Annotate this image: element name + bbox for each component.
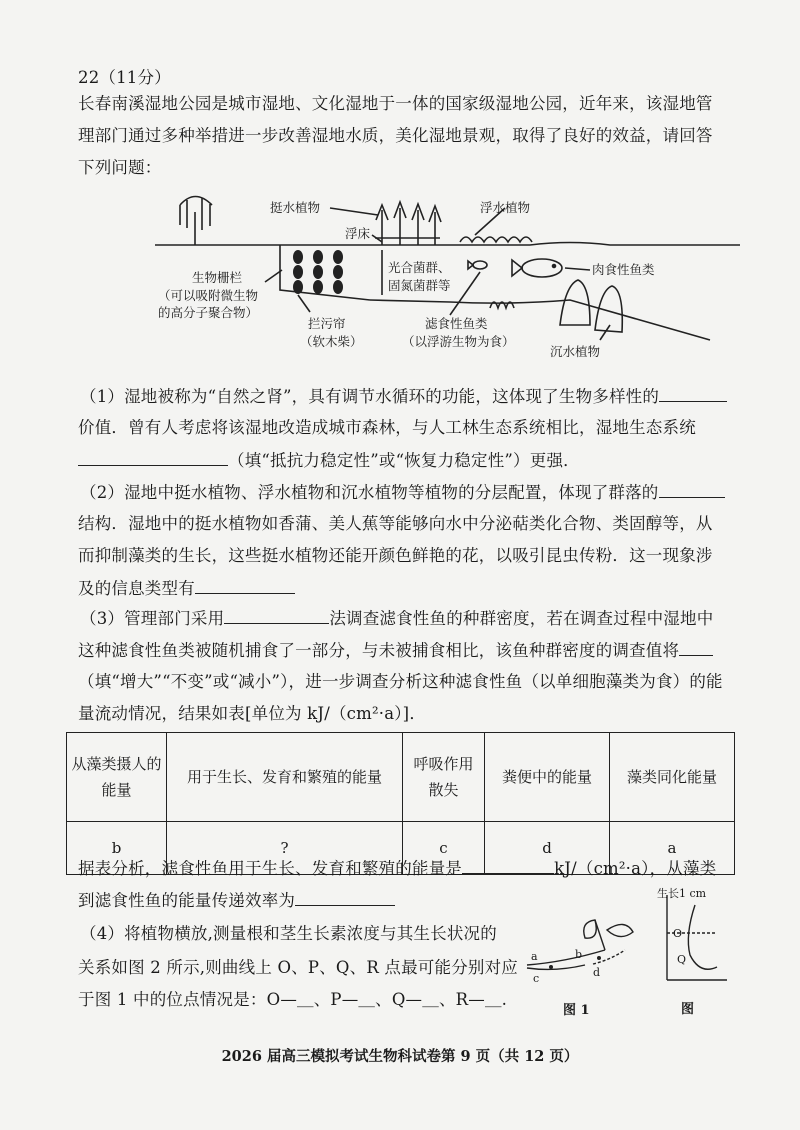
- fig1-caption: 图 1: [563, 1003, 590, 1018]
- fig2-ylabel: 生长1 cm: [657, 887, 707, 900]
- question-number: 22（11分）: [78, 68, 171, 87]
- label-floating: 浮水植物: [480, 200, 531, 215]
- q4-line: 关系如图 2 所示,则曲线上 O、P、Q、R 点最可能分别对应: [78, 958, 519, 977]
- label-float-bed: 浮床: [345, 226, 371, 241]
- energy-table: [66, 732, 735, 875]
- q3b-line: 到滤食性鱼的能量传递效率为: [78, 890, 395, 911]
- table-cell: b: [67, 822, 167, 875]
- label-fence: 生物栅栏: [192, 270, 243, 285]
- label-filter-fish: （以浮游生物为食）: [402, 334, 515, 349]
- floating-plant-icon: [460, 237, 532, 242]
- table-header-row: [67, 733, 735, 822]
- answer-blank[interactable]: [679, 640, 713, 656]
- label-submerged: 沉水植物: [550, 344, 601, 359]
- q3-line: （填“增大”“不变”或“减小”），进一步调查分析这种滤食性鱼（以单细胞藻类为食）的能: [78, 672, 723, 691]
- table-header-cell: 用于生长、发育和繁殖的能量: [167, 733, 403, 822]
- table-header-cell: 藻类同化能量: [610, 733, 735, 822]
- fig2-caption: 图: [681, 1002, 695, 1017]
- answer-blank[interactable]: [659, 386, 727, 402]
- label-bacteria: 光合菌群、: [388, 260, 451, 275]
- q2-line: （2）湿地中挺水植物、浮水植物和沉水植物等植物的分层配置，体现了群落的: [80, 482, 725, 503]
- answer-blank[interactable]: [78, 450, 228, 466]
- q3b-line: 据表分析，滤食性鱼用于生长、发育和繁殖的能量是 kJ/（cm²·a），从藻类: [78, 859, 717, 878]
- table-cell: a: [610, 822, 735, 875]
- table-cell: c: [403, 822, 485, 875]
- carnivorous-fish-icon: [512, 259, 562, 277]
- root-line: [527, 965, 585, 969]
- q1-line: （填“抵抗力稳定性”或“恢复力稳定性”）更强．: [78, 450, 580, 471]
- leaf-icon: [607, 924, 633, 936]
- filter-fish-icon: [468, 261, 487, 269]
- leaf-icon: [584, 920, 597, 938]
- growth-curve: [688, 905, 717, 969]
- figure-1: [515, 910, 655, 1020]
- fig2-point: Q: [677, 953, 687, 966]
- table-header-cell: 粪便中的能量: [485, 733, 610, 822]
- label-bacteria: 固氮菌群等: [388, 278, 451, 293]
- label-emergent: 挺水植物: [270, 200, 321, 215]
- label-curtain: 拦污帘: [308, 316, 346, 331]
- label-carnivore: 肉食性鱼类: [592, 262, 655, 277]
- q3-line: 这种滤食性鱼类被随机捕食了一部分，与未被捕食相比，该鱼种群密度的调查值将: [78, 640, 713, 661]
- table-header-cell: 从藻类摄人的能量: [67, 733, 167, 822]
- q1-line: 价值．曾有人考虑将该湿地改造成城市森林，与人工林生态系统相比，湿地生态系统: [78, 418, 696, 437]
- q4-line: （4）将植物横放,测量根和茎生长素浓度与其生长状况的: [80, 924, 497, 943]
- intro-line: 下列问题：: [78, 158, 162, 177]
- q2-line: 及的信息类型有: [78, 578, 295, 599]
- fig1-label: d: [593, 966, 601, 979]
- wetland-diagram: [150, 190, 750, 365]
- q1-line: （1）湿地被称为“自然之肾”，具有调节水循环的功能，这体现了生物多样性的: [80, 386, 727, 407]
- intro-line: 理部门通过多种举措进一步改善湿地水质，美化湿地景观，取得了良好的效益，请回答: [78, 126, 713, 145]
- table-cell: ?: [167, 822, 403, 875]
- table-cell: d: [485, 822, 610, 875]
- answer-blank[interactable]: [195, 578, 295, 594]
- q2-line: 结构．湿地中的挺水植物如香蒲、美人蕉等能够向水中分泌萜类化合物、类固醇等，从: [78, 514, 713, 533]
- table-header-cell: 呼吸作用散失: [403, 733, 485, 822]
- q2-line: 而抑制藻类的生长，这些挺水植物还能开颜色鲜艳的花，以吸引昆虫传粉．这一现象涉: [78, 546, 713, 565]
- intro-line: 长春南溪湿地公园是城市湿地、文化湿地于一体的国家级湿地公园，近年来，该湿地管: [78, 94, 713, 113]
- stem-line: [527, 950, 605, 965]
- q3-line: （3）管理部门采用 法调查滤食性鱼的种群密度，若在调查过程中湿地中: [80, 609, 714, 628]
- answer-blank[interactable]: [659, 482, 725, 498]
- fig1-label: b: [575, 948, 583, 961]
- label-fence: 的高分子聚合物）: [158, 305, 259, 320]
- q4-line: 于图 1 中的位点情况是：O—＿、P—＿、Q—＿、R—＿.: [78, 990, 508, 1009]
- label-curtain: （软木柴）: [300, 334, 363, 349]
- fig1-label: a: [531, 950, 538, 963]
- water-surface-line: [155, 243, 740, 246]
- label-filter-fish: 滤食性鱼类: [425, 316, 488, 331]
- submerged-plant-icon: [490, 280, 622, 332]
- label-fence: （可以吸附微生物: [158, 288, 259, 303]
- willow-tree-icon: [180, 197, 212, 246]
- figure-2: [655, 885, 795, 1020]
- bio-fence-icon: [293, 250, 343, 294]
- answer-blank[interactable]: [224, 608, 329, 624]
- q3-line: 量流动情况，结果如表[单位为 kJ/（cm²·a）]．: [78, 704, 427, 723]
- fig2-point: O: [673, 927, 683, 940]
- answer-blank[interactable]: [462, 858, 554, 874]
- fig1-label: c: [533, 972, 540, 985]
- answer-blank[interactable]: [295, 890, 395, 906]
- page-footer: 2026 届高三模拟考试生物科试卷第 9 页（共 12 页）: [221, 1048, 579, 1065]
